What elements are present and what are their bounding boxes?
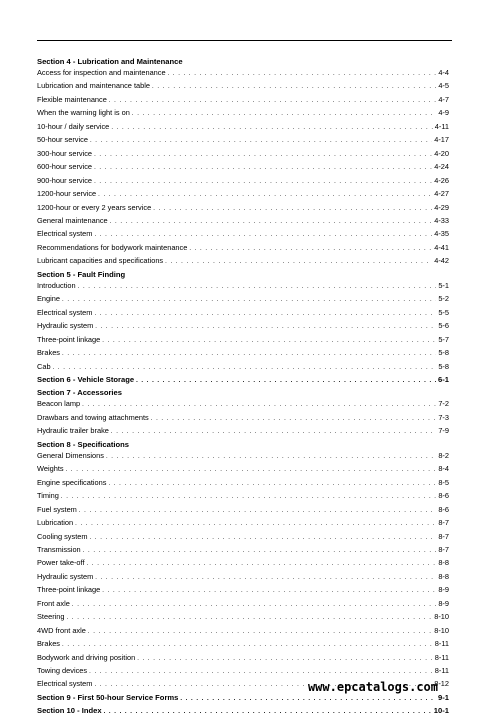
page-number: 4-26: [434, 175, 449, 185]
toc-entry[interactable]: [37, 94, 449, 107]
dot-leader: [90, 136, 432, 147]
website-watermark: www.epcatalogs.com: [307, 680, 438, 694]
dot-leader: [102, 336, 436, 347]
dot-leader: [110, 217, 433, 228]
page-number: 8-9: [438, 598, 449, 608]
dot-leader: [95, 573, 436, 584]
page-number: 4-4: [438, 68, 449, 77]
entry-label: When the warning light is on: [37, 108, 130, 118]
entry-label: Lubricant capacities and specifications: [37, 256, 164, 266]
page-number: 9-1: [438, 692, 449, 702]
dot-leader: [102, 586, 436, 597]
table-of-contents: [37, 56, 449, 719]
toc-entry[interactable]: [37, 490, 449, 503]
entry-label: 4WD front axle: [37, 625, 86, 635]
toc-entry[interactable]: [37, 320, 449, 333]
toc-entry[interactable]: [37, 598, 449, 611]
dot-leader: [111, 427, 436, 438]
dot-leader: [189, 244, 432, 255]
toc-entry[interactable]: [37, 517, 449, 530]
entry-label: Cooling system: [37, 531, 88, 541]
entry-label: General Dimensions: [37, 450, 104, 460]
page-number: 10-1: [433, 706, 449, 716]
page-number: 5-2: [438, 294, 449, 304]
toc-entry[interactable]: [37, 334, 449, 347]
toc-entry[interactable]: [37, 557, 449, 570]
dot-leader: [53, 363, 437, 374]
entry-label: Three-point linkage: [37, 334, 101, 344]
page-number: 8-2: [438, 450, 449, 460]
dot-leader: [94, 150, 432, 161]
entry-label: Hydraulic system: [37, 571, 94, 581]
entry-label: Brakes: [37, 348, 61, 358]
dot-leader: [180, 694, 436, 705]
dot-leader: [109, 96, 436, 107]
entry-label: 1200-hour service: [37, 189, 97, 199]
dot-leader: [95, 322, 436, 333]
entry-label: Brakes: [37, 639, 61, 649]
page-number: 8-8: [438, 571, 449, 581]
entry-label: Electrical system: [37, 229, 93, 239]
dot-leader: [62, 640, 433, 651]
page-number: 4-20: [434, 148, 449, 158]
toc-entry[interactable]: [37, 450, 449, 463]
page-number: 8-11: [434, 652, 449, 662]
page-number: 7-9: [438, 426, 449, 436]
section-entry[interactable]: [37, 374, 449, 387]
dot-leader: [62, 295, 436, 306]
top-rule: [37, 40, 452, 41]
entry-label: 300-hour service: [37, 148, 93, 158]
entry-label: Access for inspection and maintenance: [37, 68, 166, 77]
toc-entry[interactable]: [37, 280, 449, 293]
entry-label: Electrical system: [37, 307, 93, 317]
toc-entry[interactable]: [37, 425, 449, 438]
page-number: 7-3: [438, 412, 449, 422]
section-heading: Section 8 - Specifications: [37, 439, 129, 449]
page-number: 8-5: [438, 477, 449, 487]
dot-leader: [89, 667, 433, 678]
page-number: 8-11: [434, 639, 449, 649]
page-number: 8-12: [434, 679, 449, 689]
section-heading: Section 7 - Accessories: [37, 388, 122, 398]
page-number: 4-9: [438, 108, 449, 118]
entry-label: Steering: [37, 612, 65, 622]
page-number: 4-27: [434, 189, 449, 199]
toc-entry[interactable]: [37, 255, 449, 268]
toc-entry[interactable]: [37, 347, 449, 360]
page-number: 7-2: [438, 399, 449, 409]
entry-label: 1200-hour or every 2 years service: [37, 202, 152, 212]
toc-entry[interactable]: [37, 625, 449, 638]
dot-leader: [78, 282, 437, 293]
dot-leader: [94, 230, 432, 241]
dot-leader: [88, 627, 432, 638]
dot-leader: [98, 190, 432, 201]
toc-entry[interactable]: [37, 80, 449, 93]
page-number: 8-7: [438, 531, 449, 541]
toc-entry[interactable]: [37, 228, 449, 241]
page-number: 4-7: [438, 94, 449, 104]
dot-leader: [108, 479, 436, 490]
dot-leader: [165, 257, 432, 268]
section-heading: Section 5 - Fault Finding: [37, 269, 126, 279]
toc-entry[interactable]: [37, 531, 449, 544]
entry-label: 50-hour service: [37, 135, 88, 145]
section-title: Section 9 - First 50-hour Service Forms: [37, 692, 179, 702]
dot-leader: [168, 69, 437, 80]
toc-entry[interactable]: [37, 188, 449, 201]
toc-entry[interactable]: [37, 242, 449, 255]
entry-label: Flexible maintenance: [37, 94, 107, 104]
entry-label: Beacon lamp: [37, 399, 81, 409]
dot-leader: [104, 707, 432, 718]
dot-leader: [79, 506, 436, 517]
dot-leader: [83, 546, 437, 557]
entry-label: Fuel system: [37, 504, 77, 514]
toc-entry[interactable]: [37, 652, 449, 665]
toc-entry[interactable]: [37, 134, 449, 147]
dot-leader: [153, 204, 432, 215]
dot-leader: [152, 82, 436, 93]
toc-entry[interactable]: [37, 293, 449, 306]
page-number: 4-11: [434, 121, 449, 131]
dot-leader: [151, 414, 437, 425]
page-number: 8-6: [438, 504, 449, 514]
toc-entry[interactable]: [37, 665, 449, 678]
toc-entry[interactable]: [37, 463, 449, 476]
page-number: 8-10: [434, 625, 449, 635]
toc-entry[interactable]: [37, 215, 449, 228]
entry-label: 600-hour service: [37, 162, 93, 172]
entry-label: Electrical system: [37, 679, 93, 689]
page-number: 6-1: [438, 374, 449, 384]
dot-leader: [94, 163, 432, 174]
dot-leader: [67, 613, 433, 624]
dot-leader: [132, 109, 436, 120]
section-heading: Section 4 - Lubrication and Maintenance: [37, 57, 183, 66]
entry-label: Front axle: [37, 598, 70, 608]
page-number: 8-8: [438, 558, 449, 568]
section-title: Section 10 - Index: [37, 706, 102, 716]
entry-label: Drawbars and towing attachments: [37, 412, 149, 422]
dot-leader: [66, 465, 437, 476]
page-number: 5-1: [438, 280, 449, 290]
entry-label: Lubrication and maintenance table: [37, 81, 150, 91]
entry-label: Transmission: [37, 544, 81, 554]
page-number: 5-5: [438, 307, 449, 317]
entry-label: Hydraulic trailer brake: [37, 426, 109, 436]
toc-entry[interactable]: [37, 477, 449, 490]
entry-label: Bodywork and driving position: [37, 652, 136, 662]
entry-label: Recommendations for bodywork maintenance: [37, 242, 188, 252]
entry-label: Timing: [37, 491, 59, 501]
toc-entry[interactable]: [37, 307, 449, 320]
page-number: 4-35: [434, 229, 449, 239]
toc-entry[interactable]: [37, 571, 449, 584]
page-number: 4-33: [434, 215, 449, 225]
dot-leader: [75, 519, 436, 530]
toc-entry[interactable]: [37, 361, 449, 374]
toc-entry[interactable]: [37, 107, 449, 120]
dot-leader: [61, 492, 436, 503]
toc-entry[interactable]: [37, 202, 449, 215]
entry-label: Engine: [37, 294, 61, 304]
entry-label: Cab: [37, 361, 51, 371]
page-number: 4-42: [434, 256, 449, 266]
dot-leader: [62, 349, 436, 360]
entry-label: Engine specifications: [37, 477, 107, 487]
entry-label: Hydraulic system: [37, 321, 94, 331]
entry-label: 900-hour service: [37, 175, 93, 185]
dot-leader: [94, 309, 436, 320]
page-number: 8-7: [438, 518, 449, 528]
section-entry[interactable]: [37, 705, 449, 718]
page-number: 5-8: [438, 361, 449, 371]
toc-entry[interactable]: [37, 175, 449, 188]
toc-entry[interactable]: [37, 638, 449, 651]
entry-label: General maintenance: [37, 215, 108, 225]
dot-leader: [106, 452, 436, 463]
toc-entry[interactable]: [37, 584, 449, 597]
toc-entry[interactable]: [37, 611, 449, 624]
page-number: 8-9: [438, 585, 449, 595]
page-number: 8-7: [438, 544, 449, 554]
toc-entry[interactable]: [37, 504, 449, 517]
toc-entry[interactable]: [37, 398, 449, 411]
dot-leader: [137, 654, 433, 665]
toc-entry[interactable]: [37, 161, 449, 174]
page-number: 4-29: [434, 202, 449, 212]
page-number: 4-5: [438, 81, 449, 91]
dot-leader: [111, 123, 432, 134]
page-number: 8-6: [438, 491, 449, 501]
dot-leader: [82, 400, 436, 411]
entry-label: Weights: [37, 464, 64, 474]
toc-entry[interactable]: [37, 148, 449, 161]
page-number: 8-4: [438, 464, 449, 474]
toc-entry[interactable]: [37, 544, 449, 557]
page-number: 4-24: [434, 162, 449, 172]
page-number: 5-6: [438, 321, 449, 331]
toc-entry[interactable]: [37, 412, 449, 425]
entry-label: Introduction: [37, 280, 76, 290]
page-number: 8-11: [434, 666, 449, 676]
toc-entry[interactable]: [37, 67, 449, 80]
dot-leader: [136, 376, 436, 387]
dot-leader: [90, 533, 437, 544]
page-number: 4-17: [434, 135, 449, 145]
dot-leader: [94, 177, 432, 188]
entry-label: 10-hour / daily service: [37, 121, 110, 131]
dot-leader: [72, 600, 436, 611]
entry-label: Three-point linkage: [37, 585, 101, 595]
page-number: 4-41: [434, 242, 449, 252]
section-title: Section 6 - Vehicle Storage: [37, 374, 135, 384]
page-number: 5-7: [438, 334, 449, 344]
entry-label: Towing devices: [37, 666, 88, 676]
entry-label: Power take-off: [37, 558, 85, 568]
page-number: 5-8: [438, 348, 449, 358]
toc-entry[interactable]: [37, 121, 449, 134]
entry-label: Lubrication: [37, 518, 74, 528]
page-number: 8-10: [434, 612, 449, 622]
dot-leader: [87, 559, 437, 570]
